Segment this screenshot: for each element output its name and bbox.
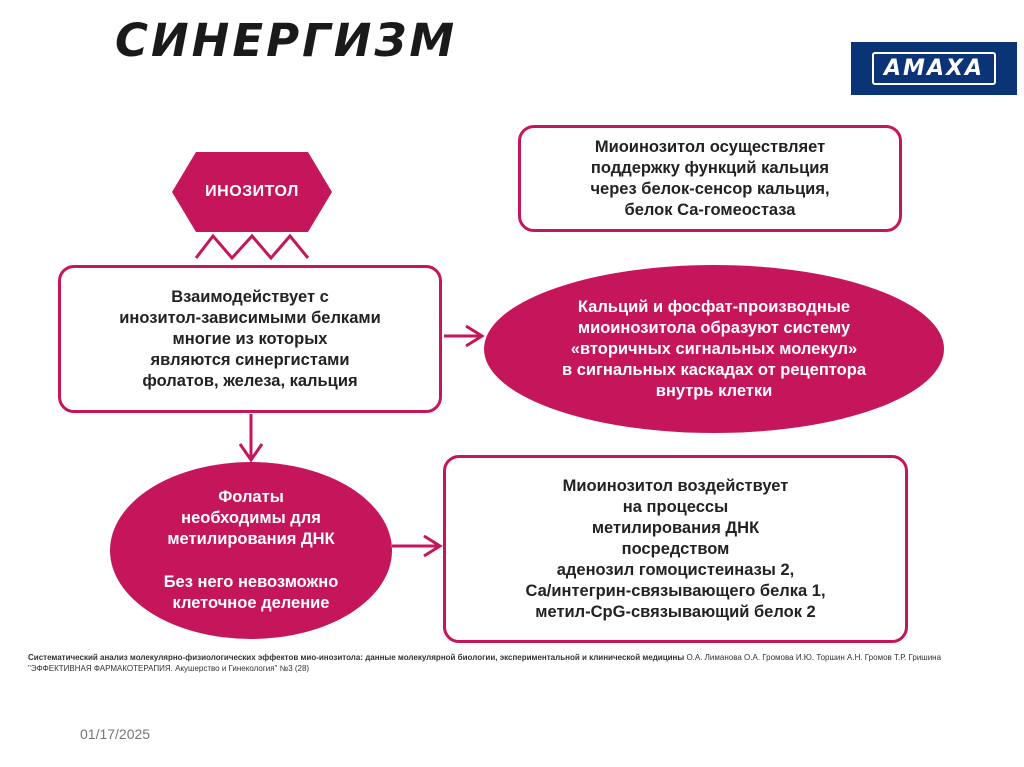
arrow-to-signal-oval: [444, 326, 482, 346]
inositol-interaction-box: Взаимодействует с инозитол-зависимыми белками многие из которых являются синергистами фолатов, железа, кальция: [58, 265, 442, 413]
inositol-label: ИНОЗИТОЛ: [205, 183, 299, 200]
slide-title: СИНЕРГИЗМ: [115, 14, 458, 67]
reference-footnote: [28, 652, 1008, 674]
logo-text: AMAXA: [872, 52, 996, 85]
footnote-journal: "ЭФФЕКТИВНАЯ ФАРМАКОТЕРАПИЯ. Акушерство и Гинекология" №3 (28): [28, 664, 310, 673]
folate-oval: Фолаты необходимы для метилирования ДНК Без него невозможно клеточное деление: [110, 462, 392, 639]
slide-date: 01/17/2025: [80, 726, 151, 742]
calcium-support-box: Миоинозитол осуществляет поддержку функций кальция через белок-сенсор кальция, белок Са-гомеостаза: [518, 125, 902, 232]
methylation-box: Миоинозитол воздействует на процессы метилирования ДНК посредством аденозил гомоцистеиназы 2, Са/интегрин-связывающего белка 1, метил-CpG-связывающий белок 2: [443, 455, 908, 643]
signal-molecules-oval: Кальций и фосфат-производные миоинозитола образуют систему «вторичных сигнальных молекул» в сигнальных каскадах от рецептора внутрь клетки: [484, 265, 944, 433]
footnote-title: Систематический анализ молекулярно-физиологических эффектов мио-инозитола: данные молекулярной биологии, экспериментальной и клинической медицины: [28, 653, 685, 662]
arrow-to-methylation-box: [392, 536, 440, 556]
hexagon-zigzag: [196, 236, 308, 258]
footnote-authors: О.А. Лиманова О.А. Громова И.Ю. Торшин А.Н. Громов Т.Р. Гришина: [686, 653, 942, 662]
arrow-to-folate-oval: [240, 414, 262, 460]
